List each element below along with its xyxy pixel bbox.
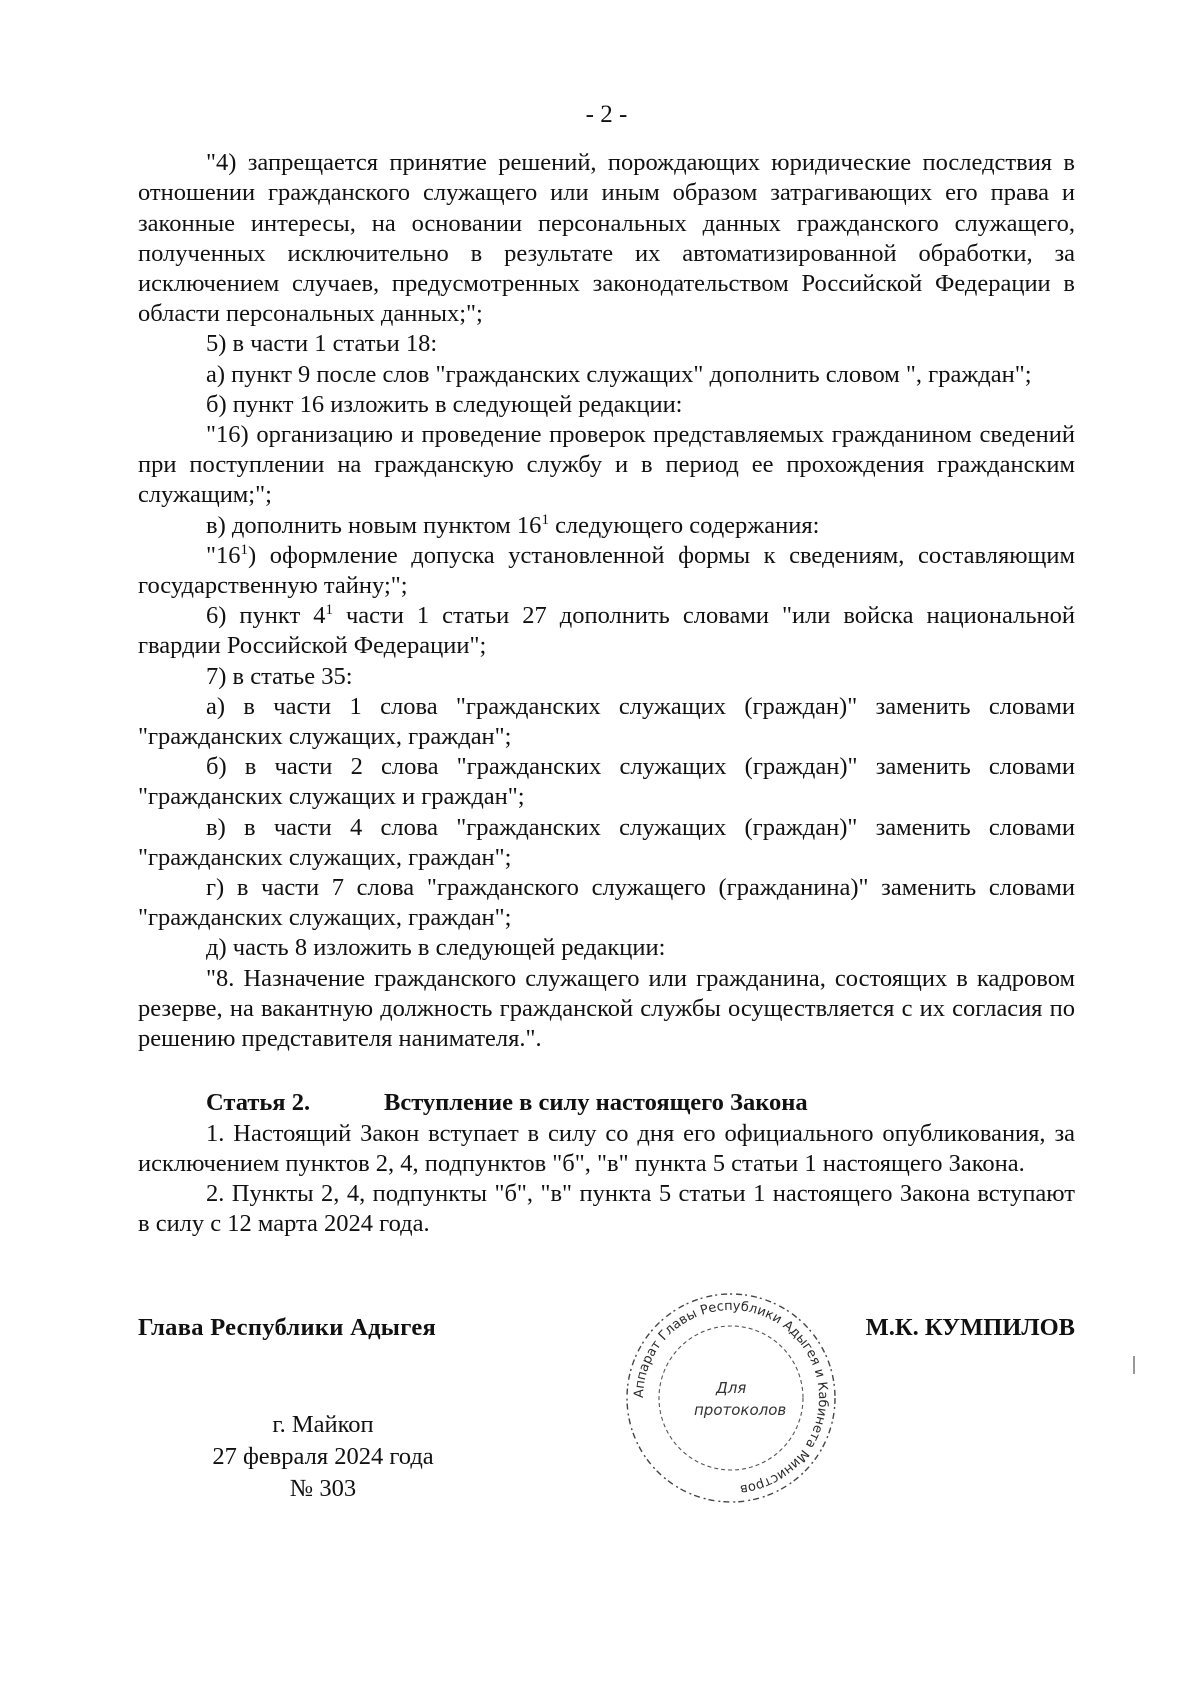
city: г. Майкоп [272,1411,374,1439]
page-number: - 2 - [585,101,628,128]
paragraph-7b: б) в части 2 слова "гражданских служащих (граждан)" заменить словами "гражданских служащих и граждан"; [138,753,1075,811]
article-2-item-2: 2. Пункты 2, 4, подпункты "б", "в" пункта 5 статьи 1 настоящего Закона вступают в силу с 12 марта 2024 года. [138,1179,1075,1238]
stamp-outer-text: Аппарат Главы Республики Адыгея и Кабинета Министров [631,1299,831,1497]
paragraph-point-6: 6) пункт $4^1$ части 1 статьи 27 дополнить словами "или войска национальной гвардии Российской Федерации"; [138,602,1075,660]
article-2-item-1: 1. Настоящий Закон вступает в силу со дня его официального опубликования, за исключением пунктов 2, 4, подпунктов "б", "в" пункта 5 статьи 1 настоящего Закона. [138,1119,1075,1177]
paragraph-5v: в) дополнить новым пунктом $16^1$ следующего содержания: [206,511,820,539]
paragraph-5a: а) пункт 9 после слов "гражданских служащих" дополнить словом ", граждан"; [206,360,1032,388]
paragraph-point-16-1: "$16^1$) оформление допуска установленной формы к сведениям, составляющим государственную тайну;"; [138,541,1075,600]
paragraph-7g: г) в части 7 слова "гражданского служащего (гражданина)" заменить словами "гражданских служащих, граждан"; [138,874,1075,932]
article-2-title: Вступление в силу настоящего Закона [384,1089,808,1117]
stamp-inner-line-2: протоколов [694,1401,787,1420]
paragraph-7d: д) часть 8 изложить в следующей редакции: [206,934,666,962]
paragraph-point-4: "4) запрещается принятие решений, порождающих юридические последствия в отношении гражданского служащего или иным образом затрагивающих его права и законные интересы, на основании персональных данных гражданского служащего, полученных исключительно в результате их автоматизированной обработки, за исключением случаев, предусмотренных законодательством Российской Федерации в области персональных данных;"; [138,149,1075,328]
place-date-number [203,1409,443,1505]
law-number: № 303 [289,1475,357,1503]
paragraph-7v: в) в части 4 слова "гражданских служащих (граждан)" заменить словами "гражданских служащих, граждан"; [138,813,1075,871]
date: 27 февраля 2024 года [212,1443,434,1471]
paragraph-7a: а) в части 1 слова "гражданских служащих (граждан)" заменить словами "гражданских служащих, граждан"; [138,692,1075,751]
signatory-name: М.К. КУМПИЛОВ [865,1314,1075,1342]
paragraph-point-16: "16) организацию и проведение проверок представляемых гражданином сведений при поступлении на гражданскую службу и в период ее прохождения гражданским служащим;"; [138,421,1075,509]
superscript: 1 [325,602,333,619]
article-2-body [138,1119,1075,1240]
superscript: 1 [541,511,549,528]
paragraph-point-5: 5) в части 1 статьи 18: [206,330,438,358]
signature-block [138,1291,1075,1591]
article-1-continuation [138,148,1075,1054]
article-2-number: Статья 2. [206,1089,311,1117]
official-stamp [616,1283,846,1513]
superscript: 1 [240,541,249,558]
paragraph-5b: б) пункт 16 изложить в следующей редакции: [206,390,683,418]
signatory-position: Глава Республики Адыгея [138,1314,437,1342]
stamp-inner-line-1: Для [716,1379,747,1398]
article-2-heading [138,1088,1075,1118]
scan-mark [1133,1356,1135,1374]
paragraph-point-8: "8. Назначение гражданского служащего или гражданина, состоящих в кадровом резерве, на вакантную должность гражданской службы осуществляется с их согласия по решению представителя нанимателя.". [138,964,1075,1053]
paragraph-point-7: 7) в статье 35: [206,662,353,690]
